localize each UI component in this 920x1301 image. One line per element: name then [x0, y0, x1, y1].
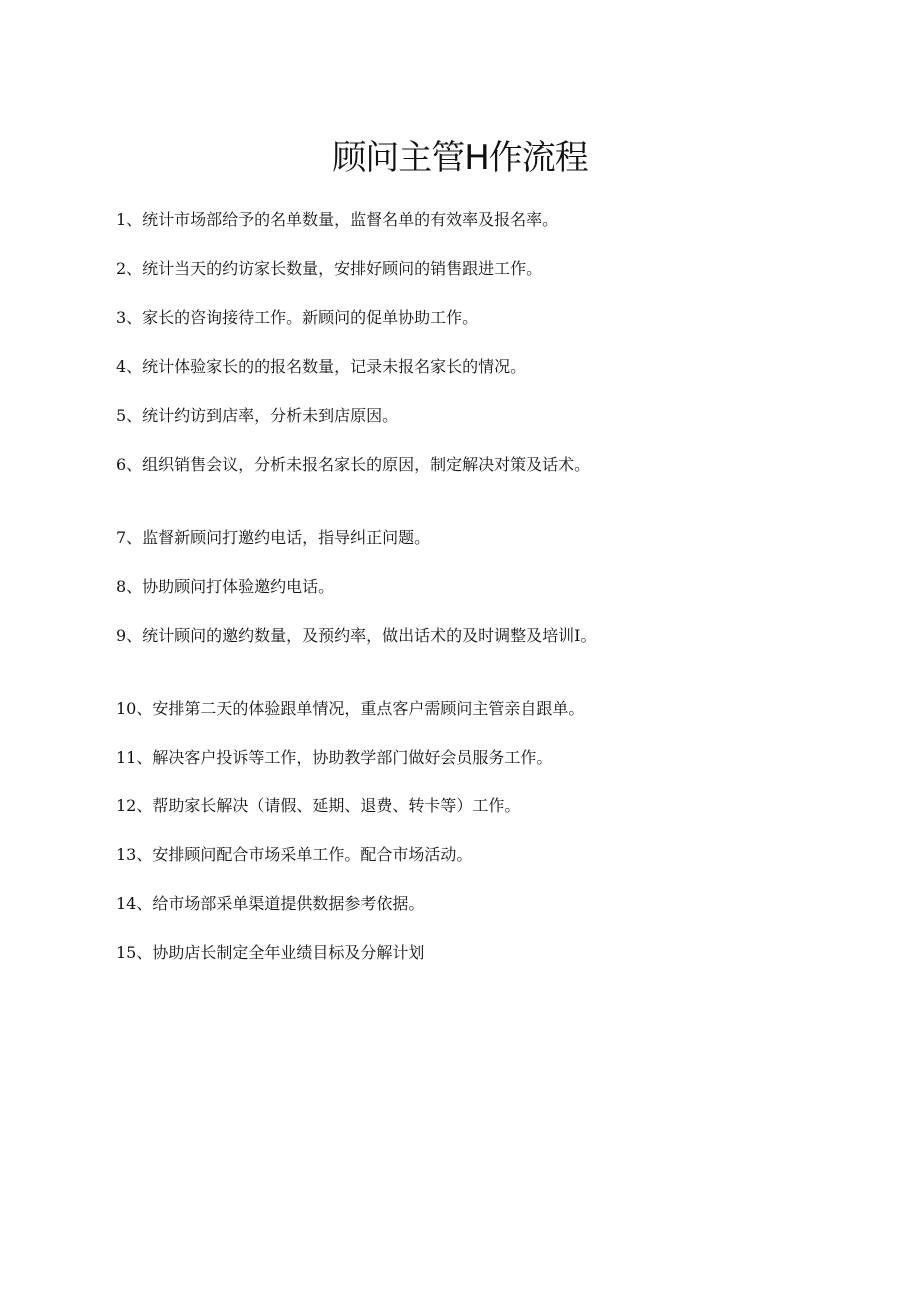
list-item-12: 12、帮助家长解决（请假、延期、退费、转卡等）工作。 [116, 796, 521, 815]
list-item-7: 7、监督新顾问打邀约电话，指导纠正问题。 [116, 528, 431, 547]
list-item-1: 1、统计市场部给予的名单数量，监督名单的有效率及报名率。 [116, 210, 559, 229]
list-item-4: 4、统计体验家长的的报名数量，记录未报名家长的情况。 [116, 357, 527, 376]
list-item-2: 2、统计当天的约访家长数量，安排好顾问的销售跟进工作。 [116, 259, 543, 278]
list-item-8: 8、协助顾问打体验邀约电话。 [116, 577, 335, 596]
list-item-6: 6、组织销售会议，分析未报名家长的原因，制定解决对策及话术。 [116, 455, 591, 474]
list-item-11: 11、解决客户投诉等工作，协助教学部门做好会员服务工作。 [116, 748, 553, 767]
document-title: 顾问主管H作流程 [332, 138, 588, 178]
list-item-13: 13、安排顾问配合市场采单工作。配合市场活动。 [116, 845, 473, 864]
list-item-14: 14、给市场部采单渠道提供数据参考依据。 [116, 894, 425, 913]
list-item-10: 10、安排第二天的体验跟单情况，重点客户需顾问主管亲自跟单。 [116, 699, 585, 718]
list-item-9: 9、统计顾问的邀约数量，及预约率，做出话术的及时调整及培训I。 [116, 626, 597, 645]
list-item-3: 3、家长的咨询接待工作。新顾问的促单协助工作。 [116, 308, 479, 327]
list-item-15: 15、协助店长制定全年业绩目标及分解计划 [116, 943, 425, 962]
list-item-5: 5、统计约访到店率，分析未到店原因。 [116, 406, 399, 425]
